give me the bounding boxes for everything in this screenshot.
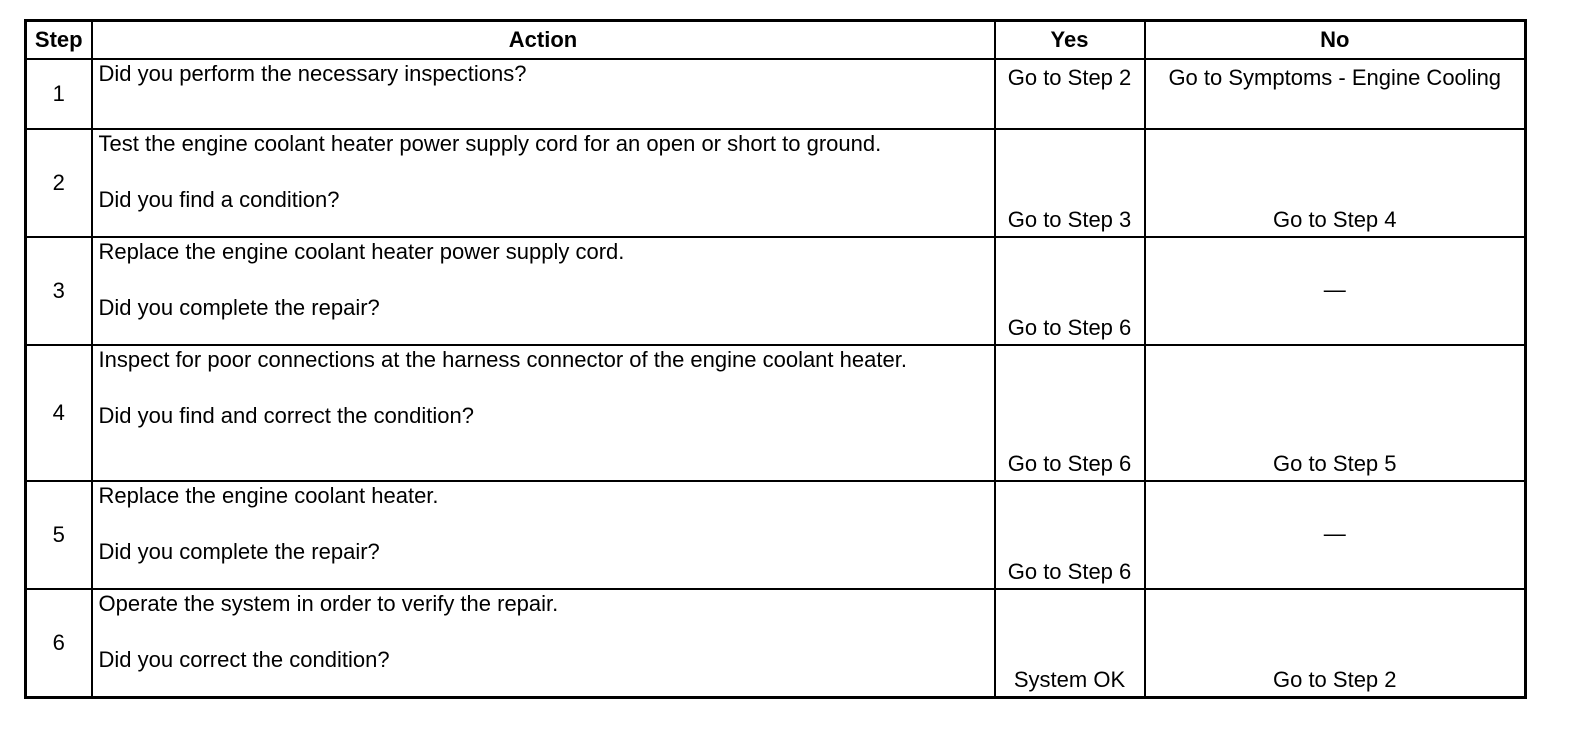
diagnostic-table [24, 19, 1527, 699]
action-instruction: Inspect for poor connections at the harness connector of the engine coolant heater. [98, 347, 907, 373]
table-row [26, 129, 1526, 237]
header-action: Action [92, 21, 995, 60]
table-row [26, 237, 1526, 345]
no-cell: — [1145, 237, 1526, 345]
action-question: Did you find and correct the condition? [98, 403, 474, 429]
yes-cell: Go to Step 6 [995, 345, 1145, 481]
step-number: 3 [26, 237, 92, 345]
header-row [26, 21, 1526, 60]
action-instruction: Replace the engine coolant heater power supply cord. [98, 239, 625, 265]
action-instruction: Operate the system in order to verify the repair. [98, 591, 559, 617]
action-cell [92, 589, 995, 697]
action-cell [92, 59, 995, 129]
no-cell: Go to Step 2 [1145, 589, 1526, 697]
action-instruction: Replace the engine coolant heater. [98, 483, 439, 509]
step-number: 2 [26, 129, 92, 237]
action-question: Did you perform the necessary inspections? [98, 61, 527, 86]
table-row [26, 481, 1526, 589]
yes-cell: Go to Step 6 [995, 481, 1145, 589]
action-cell [92, 237, 995, 345]
no-cell: Go to Step 5 [1145, 345, 1526, 481]
table-row [26, 589, 1526, 697]
action-question: Did you find a condition? [98, 187, 340, 213]
action-question: Did you correct the condition? [98, 647, 390, 673]
step-number: 1 [26, 59, 92, 129]
yes-cell: Go to Step 2 [995, 59, 1145, 129]
step-number: 6 [26, 589, 92, 697]
action-cell [92, 481, 995, 589]
header-yes: Yes [995, 21, 1145, 60]
action-instruction: Test the engine coolant heater power supply cord for an open or short to ground. [98, 131, 882, 157]
action-cell [92, 129, 995, 237]
action-question: Did you complete the repair? [98, 295, 380, 321]
yes-cell: Go to Step 3 [995, 129, 1145, 237]
table-row [26, 345, 1526, 481]
no-cell: Go to Symptoms - Engine Cooling [1145, 59, 1526, 129]
step-number: 4 [26, 345, 92, 481]
action-cell [92, 345, 995, 481]
no-cell: — [1145, 481, 1526, 589]
table-row [26, 59, 1526, 129]
yes-cell: Go to Step 6 [995, 237, 1145, 345]
header-no: No [1145, 21, 1526, 60]
yes-cell: System OK [995, 589, 1145, 697]
action-question: Did you complete the repair? [98, 539, 380, 565]
no-cell: Go to Step 4 [1145, 129, 1526, 237]
step-number: 5 [26, 481, 92, 589]
header-step: Step [26, 21, 92, 60]
